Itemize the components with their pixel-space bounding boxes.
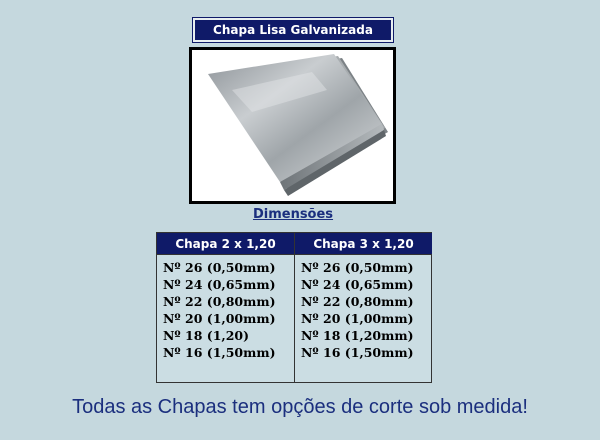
product-photo	[192, 50, 393, 201]
page-title: Chapa Lisa Galvanizada	[193, 18, 393, 42]
list-item: Nº 26 (0,50mm)	[163, 260, 276, 275]
table-column-2x120	[157, 233, 295, 382]
footer-note: Todas as Chapas tem opções de corte sob medida!	[72, 396, 528, 418]
spec-list	[157, 255, 294, 361]
list-item: Nº 16 (1,50mm)	[163, 345, 276, 360]
spec-list	[295, 255, 432, 361]
list-item: Nº 18 (1,20mm)	[301, 328, 414, 343]
column-header: Chapa 2 x 1,20	[157, 233, 294, 255]
column-header: Chapa 3 x 1,20	[295, 233, 432, 255]
list-item: Nº 22 (0,80mm)	[163, 294, 276, 309]
list-item: Nº 22 (0,80mm)	[301, 294, 414, 309]
dimensions-table	[156, 232, 432, 383]
list-item: Nº 24 (0,65mm)	[301, 277, 414, 292]
list-item: Nº 16 (1,50mm)	[301, 345, 414, 360]
list-item: Nº 20 (1,00mm)	[301, 311, 414, 326]
list-item: Nº 24 (0,65mm)	[163, 277, 276, 292]
dimensions-link[interactable]: Dimensões	[252, 207, 334, 222]
list-item: Nº 26 (0,50mm)	[301, 260, 414, 275]
table-column-3x120	[295, 233, 432, 382]
galvanized-sheet-image	[192, 50, 393, 201]
list-item: Nº 20 (1,00mm)	[163, 311, 276, 326]
list-item: Nº 18 (1,20)	[163, 328, 250, 343]
product-photo-frame	[189, 47, 396, 204]
